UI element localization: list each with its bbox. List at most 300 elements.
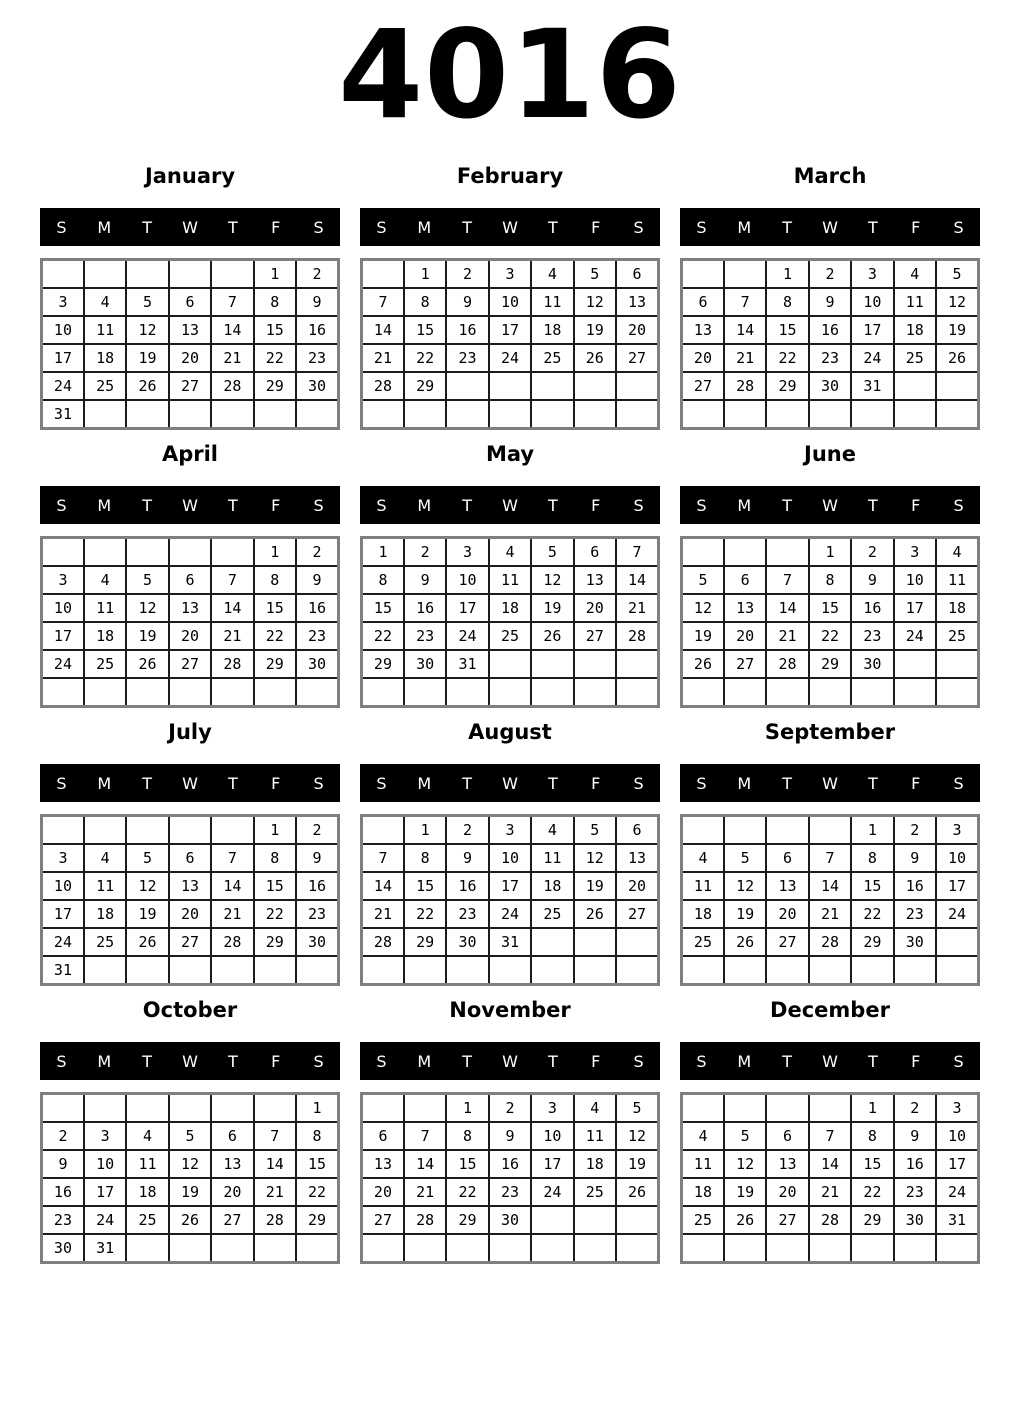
- day-cell: 15: [362, 594, 404, 622]
- empty-day-cell: [936, 928, 978, 956]
- empty-day-cell: [296, 1234, 338, 1263]
- day-cell: 31: [936, 1206, 978, 1234]
- day-cell: 13: [682, 316, 724, 344]
- day-cell: 27: [766, 928, 808, 956]
- week-row: [362, 1122, 659, 1150]
- day-cell: 2: [809, 260, 851, 289]
- weekday-label: T: [462, 773, 473, 793]
- day-cell: 29: [404, 928, 446, 956]
- day-cell: 12: [574, 844, 616, 872]
- empty-day-cell: [894, 650, 936, 678]
- empty-day-cell: [894, 400, 936, 429]
- weekday-label: S: [953, 773, 964, 793]
- weekday-header-bar: [680, 208, 980, 246]
- month-block-october: [40, 986, 340, 1264]
- empty-day-cell: [84, 816, 126, 845]
- day-cell: 28: [616, 622, 658, 650]
- empty-day-cell: [936, 372, 978, 400]
- weekday-label: T: [547, 495, 558, 515]
- day-cell: 4: [682, 1122, 724, 1150]
- day-cell: 21: [254, 1178, 296, 1206]
- day-cell: 14: [211, 594, 253, 622]
- day-cell: 18: [574, 1150, 616, 1178]
- weekday-label: F: [591, 495, 601, 515]
- week-row: [362, 566, 659, 594]
- day-cell: 26: [574, 344, 616, 372]
- week-row: [682, 288, 979, 316]
- month-block-august: [360, 708, 660, 986]
- day-cell: 6: [169, 844, 211, 872]
- month-block-july: [40, 708, 340, 986]
- day-cell: 27: [169, 650, 211, 678]
- week-row: [362, 872, 659, 900]
- day-cell: 30: [894, 1206, 936, 1234]
- weekday-header-bar: [40, 208, 340, 246]
- day-cell: 5: [126, 566, 168, 594]
- day-cell: 25: [894, 344, 936, 372]
- weekday-label: T: [227, 495, 238, 515]
- day-cell: 22: [254, 622, 296, 650]
- day-cell: 6: [211, 1122, 253, 1150]
- empty-day-cell: [616, 650, 658, 678]
- day-cell: 8: [254, 844, 296, 872]
- weekday-label: S: [696, 1051, 707, 1071]
- day-cell: 22: [296, 1178, 338, 1206]
- month-title: November: [449, 998, 571, 1022]
- week-row: [362, 594, 659, 622]
- day-cell: 26: [531, 622, 573, 650]
- week-row: [42, 650, 339, 678]
- day-cell: 27: [362, 1206, 404, 1234]
- empty-day-cell: [809, 1234, 851, 1263]
- day-cell: 9: [851, 566, 893, 594]
- month-title: January: [144, 164, 236, 188]
- day-cell: 9: [296, 844, 338, 872]
- day-cell: 15: [809, 594, 851, 622]
- weekday-label: T: [142, 495, 153, 515]
- day-cell: 23: [404, 622, 446, 650]
- day-cell: 21: [809, 1178, 851, 1206]
- week-row: [42, 400, 339, 429]
- day-cell: 15: [404, 872, 446, 900]
- day-cell: 13: [169, 872, 211, 900]
- weekday-label: F: [271, 1051, 281, 1071]
- day-cell: 11: [531, 844, 573, 872]
- day-cell: 3: [42, 566, 84, 594]
- day-cell: 31: [42, 956, 84, 985]
- day-cell: 26: [126, 650, 168, 678]
- empty-day-cell: [724, 260, 766, 289]
- day-cell: 1: [446, 1094, 488, 1123]
- day-cell: 2: [296, 816, 338, 845]
- day-cell: 14: [404, 1150, 446, 1178]
- month-days-table: [360, 536, 660, 708]
- day-cell: 28: [211, 372, 253, 400]
- weekday-label: W: [502, 1051, 518, 1071]
- day-cell: 17: [894, 594, 936, 622]
- empty-day-cell: [211, 1094, 253, 1123]
- day-cell: 8: [404, 288, 446, 316]
- day-cell: 16: [894, 872, 936, 900]
- empty-day-cell: [404, 678, 446, 707]
- day-cell: 7: [809, 844, 851, 872]
- day-cell: 31: [851, 372, 893, 400]
- day-cell: 8: [254, 566, 296, 594]
- day-cell: 27: [616, 900, 658, 928]
- week-row: [362, 260, 659, 289]
- weekday-header-bar: [360, 764, 660, 802]
- day-cell: 26: [574, 900, 616, 928]
- day-cell: 14: [211, 872, 253, 900]
- day-cell: 3: [42, 844, 84, 872]
- day-cell: 10: [42, 316, 84, 344]
- day-cell: 11: [682, 1150, 724, 1178]
- empty-day-cell: [936, 400, 978, 429]
- empty-day-cell: [254, 956, 296, 985]
- empty-day-cell: [42, 538, 84, 567]
- day-cell: 7: [254, 1122, 296, 1150]
- day-cell: 26: [126, 372, 168, 400]
- day-cell: 29: [809, 650, 851, 678]
- month-title: February: [456, 164, 564, 188]
- day-cell: 1: [296, 1094, 338, 1123]
- empty-day-cell: [616, 956, 658, 985]
- month-days-body: [362, 1094, 659, 1263]
- weekday-label: W: [502, 495, 518, 515]
- week-row: [42, 372, 339, 400]
- empty-day-cell: [84, 678, 126, 707]
- day-cell: 8: [446, 1122, 488, 1150]
- day-cell: 24: [42, 650, 84, 678]
- day-cell: 10: [446, 566, 488, 594]
- day-cell: 1: [254, 538, 296, 567]
- day-cell: 23: [296, 622, 338, 650]
- day-cell: 24: [936, 900, 978, 928]
- day-cell: 24: [489, 900, 531, 928]
- weekday-label: T: [462, 217, 473, 237]
- weekday-label: T: [142, 217, 153, 237]
- empty-day-cell: [574, 928, 616, 956]
- weekday-label: S: [313, 773, 324, 793]
- day-cell: 23: [446, 344, 488, 372]
- week-row: [362, 650, 659, 678]
- day-cell: 15: [254, 316, 296, 344]
- day-cell: 25: [531, 344, 573, 372]
- day-cell: 24: [531, 1178, 573, 1206]
- month-title: May: [485, 442, 535, 466]
- day-cell: 21: [362, 344, 404, 372]
- week-row: [362, 928, 659, 956]
- weekday-label: T: [782, 495, 793, 515]
- day-cell: 12: [531, 566, 573, 594]
- day-cell: 13: [574, 566, 616, 594]
- day-cell: 5: [616, 1094, 658, 1123]
- day-cell: 29: [766, 372, 808, 400]
- day-cell: 29: [851, 928, 893, 956]
- weekday-label: S: [313, 1051, 324, 1071]
- empty-day-cell: [42, 1094, 84, 1123]
- day-cell: 15: [766, 316, 808, 344]
- week-row: [682, 1178, 979, 1206]
- day-cell: 12: [724, 1150, 766, 1178]
- day-cell: 16: [296, 316, 338, 344]
- day-cell: 1: [254, 816, 296, 845]
- week-row: [42, 538, 339, 567]
- day-cell: 20: [169, 344, 211, 372]
- day-cell: 4: [84, 566, 126, 594]
- day-cell: 17: [446, 594, 488, 622]
- empty-day-cell: [296, 956, 338, 985]
- weekday-header-bar: [360, 486, 660, 524]
- day-cell: 26: [616, 1178, 658, 1206]
- weekday-label: W: [822, 217, 838, 237]
- empty-day-cell: [682, 678, 724, 707]
- week-row: [362, 844, 659, 872]
- day-cell: 16: [446, 316, 488, 344]
- empty-day-cell: [531, 1206, 573, 1234]
- month-title: July: [168, 720, 212, 744]
- day-cell: 24: [446, 622, 488, 650]
- day-cell: 22: [809, 622, 851, 650]
- day-cell: 16: [489, 1150, 531, 1178]
- day-cell: 7: [809, 1122, 851, 1150]
- weekday-label: T: [867, 495, 878, 515]
- day-cell: 19: [126, 622, 168, 650]
- weekday-label: S: [56, 773, 67, 793]
- weekday-label: S: [953, 495, 964, 515]
- weekday-label: T: [782, 217, 793, 237]
- weekday-label: W: [502, 217, 518, 237]
- weekday-label: S: [313, 217, 324, 237]
- day-cell: 8: [362, 566, 404, 594]
- weekday-label: S: [313, 495, 324, 515]
- day-cell: 6: [169, 566, 211, 594]
- day-cell: 11: [84, 872, 126, 900]
- weekday-label: F: [271, 217, 281, 237]
- weekday-label: S: [696, 773, 707, 793]
- month-days-table: [360, 814, 660, 986]
- day-cell: 10: [489, 844, 531, 872]
- day-cell: 14: [724, 316, 766, 344]
- weekday-label: M: [97, 773, 112, 793]
- day-cell: 23: [42, 1206, 84, 1234]
- weekday-header-bar: [40, 764, 340, 802]
- day-cell: 11: [894, 288, 936, 316]
- day-cell: 27: [616, 344, 658, 372]
- empty-day-cell: [724, 956, 766, 985]
- day-cell: 5: [936, 260, 978, 289]
- day-cell: 5: [724, 1122, 766, 1150]
- weekday-label: F: [591, 1051, 601, 1071]
- day-cell: 29: [362, 650, 404, 678]
- weekday-label: S: [633, 217, 644, 237]
- day-cell: 18: [531, 316, 573, 344]
- day-cell: 20: [682, 344, 724, 372]
- week-row: [362, 288, 659, 316]
- empty-day-cell: [126, 956, 168, 985]
- day-cell: 2: [446, 816, 488, 845]
- week-row: [42, 1206, 339, 1234]
- day-cell: 22: [766, 344, 808, 372]
- day-cell: 9: [446, 844, 488, 872]
- day-cell: 26: [126, 928, 168, 956]
- empty-day-cell: [894, 678, 936, 707]
- day-cell: 13: [616, 288, 658, 316]
- day-cell: 28: [809, 928, 851, 956]
- day-cell: 9: [489, 1122, 531, 1150]
- weekday-label: T: [867, 217, 878, 237]
- day-cell: 30: [851, 650, 893, 678]
- weekday-label: S: [696, 495, 707, 515]
- day-cell: 28: [404, 1206, 446, 1234]
- day-cell: 16: [809, 316, 851, 344]
- week-row: [42, 260, 339, 289]
- day-cell: 25: [682, 1206, 724, 1234]
- day-cell: 24: [851, 344, 893, 372]
- empty-day-cell: [724, 1094, 766, 1123]
- weekday-label: S: [376, 217, 387, 237]
- empty-day-cell: [404, 1234, 446, 1263]
- day-cell: 19: [682, 622, 724, 650]
- empty-day-cell: [724, 400, 766, 429]
- day-cell: 21: [404, 1178, 446, 1206]
- year-title: 4016: [338, 4, 682, 146]
- weekday-header-bar: [680, 764, 980, 802]
- empty-day-cell: [254, 1094, 296, 1123]
- month-block-april: [40, 430, 340, 708]
- week-row: [362, 1206, 659, 1234]
- day-cell: 8: [296, 1122, 338, 1150]
- week-row: [42, 844, 339, 872]
- empty-day-cell: [404, 400, 446, 429]
- day-cell: 10: [84, 1150, 126, 1178]
- day-cell: 4: [84, 844, 126, 872]
- empty-day-cell: [84, 1094, 126, 1123]
- day-cell: 8: [809, 566, 851, 594]
- day-cell: 19: [126, 900, 168, 928]
- weekday-header-bar: [40, 1042, 340, 1080]
- day-cell: 2: [894, 816, 936, 845]
- day-cell: 12: [126, 316, 168, 344]
- weekday-label: F: [911, 773, 921, 793]
- empty-day-cell: [766, 678, 808, 707]
- day-cell: 7: [616, 538, 658, 567]
- empty-day-cell: [936, 678, 978, 707]
- day-cell: 22: [446, 1178, 488, 1206]
- empty-day-cell: [936, 1234, 978, 1263]
- weekday-label: W: [822, 495, 838, 515]
- day-cell: 29: [404, 372, 446, 400]
- weekday-label: F: [591, 217, 601, 237]
- day-cell: 16: [296, 872, 338, 900]
- day-cell: 9: [446, 288, 488, 316]
- empty-day-cell: [531, 650, 573, 678]
- day-cell: 26: [936, 344, 978, 372]
- day-cell: 21: [211, 900, 253, 928]
- week-row: [682, 678, 979, 707]
- day-cell: 18: [894, 316, 936, 344]
- month-days-table: [40, 258, 340, 430]
- weekday-label: T: [782, 1051, 793, 1071]
- day-cell: 19: [724, 900, 766, 928]
- day-cell: 30: [404, 650, 446, 678]
- week-row: [682, 956, 979, 985]
- day-cell: 25: [682, 928, 724, 956]
- day-cell: 17: [84, 1178, 126, 1206]
- day-cell: 15: [404, 316, 446, 344]
- weekday-label: S: [376, 495, 387, 515]
- month-days-table: [680, 258, 980, 430]
- day-cell: 23: [851, 622, 893, 650]
- day-cell: 4: [936, 538, 978, 567]
- day-cell: 7: [211, 288, 253, 316]
- weekday-label: S: [376, 773, 387, 793]
- weekday-label: M: [737, 1051, 752, 1071]
- empty-day-cell: [682, 538, 724, 567]
- day-cell: 20: [169, 622, 211, 650]
- empty-day-cell: [531, 928, 573, 956]
- week-row: [682, 872, 979, 900]
- week-row: [362, 956, 659, 985]
- day-cell: 11: [574, 1122, 616, 1150]
- week-row: [682, 844, 979, 872]
- empty-day-cell: [84, 956, 126, 985]
- day-cell: 1: [404, 816, 446, 845]
- month-days-table: [40, 814, 340, 986]
- weekday-label: F: [911, 217, 921, 237]
- empty-day-cell: [489, 1234, 531, 1263]
- empty-day-cell: [84, 538, 126, 567]
- empty-day-cell: [169, 1234, 211, 1263]
- day-cell: 6: [616, 816, 658, 845]
- day-cell: 10: [42, 594, 84, 622]
- day-cell: 5: [169, 1122, 211, 1150]
- empty-day-cell: [531, 400, 573, 429]
- day-cell: 30: [809, 372, 851, 400]
- day-cell: 28: [362, 928, 404, 956]
- week-row: [682, 538, 979, 567]
- week-row: [42, 344, 339, 372]
- weekday-label: T: [547, 217, 558, 237]
- empty-day-cell: [42, 678, 84, 707]
- empty-day-cell: [531, 678, 573, 707]
- day-cell: 26: [724, 928, 766, 956]
- day-cell: 5: [531, 538, 573, 567]
- empty-day-cell: [809, 816, 851, 845]
- day-cell: 1: [851, 1094, 893, 1123]
- day-cell: 8: [254, 288, 296, 316]
- month-title: September: [764, 720, 896, 744]
- week-row: [362, 678, 659, 707]
- month-days-body: [362, 816, 659, 985]
- weekday-label: M: [97, 217, 112, 237]
- empty-day-cell: [809, 400, 851, 429]
- weekday-label: W: [182, 773, 198, 793]
- empty-day-cell: [616, 1234, 658, 1263]
- day-cell: 7: [362, 844, 404, 872]
- month-days-body: [682, 260, 979, 429]
- weekday-label: M: [97, 1051, 112, 1071]
- day-cell: 12: [574, 288, 616, 316]
- day-cell: 3: [84, 1122, 126, 1150]
- day-cell: 20: [362, 1178, 404, 1206]
- week-row: [682, 928, 979, 956]
- empty-day-cell: [126, 816, 168, 845]
- month-days-table: [680, 536, 980, 708]
- day-cell: 12: [169, 1150, 211, 1178]
- day-cell: 9: [404, 566, 446, 594]
- weekday-label: S: [376, 1051, 387, 1071]
